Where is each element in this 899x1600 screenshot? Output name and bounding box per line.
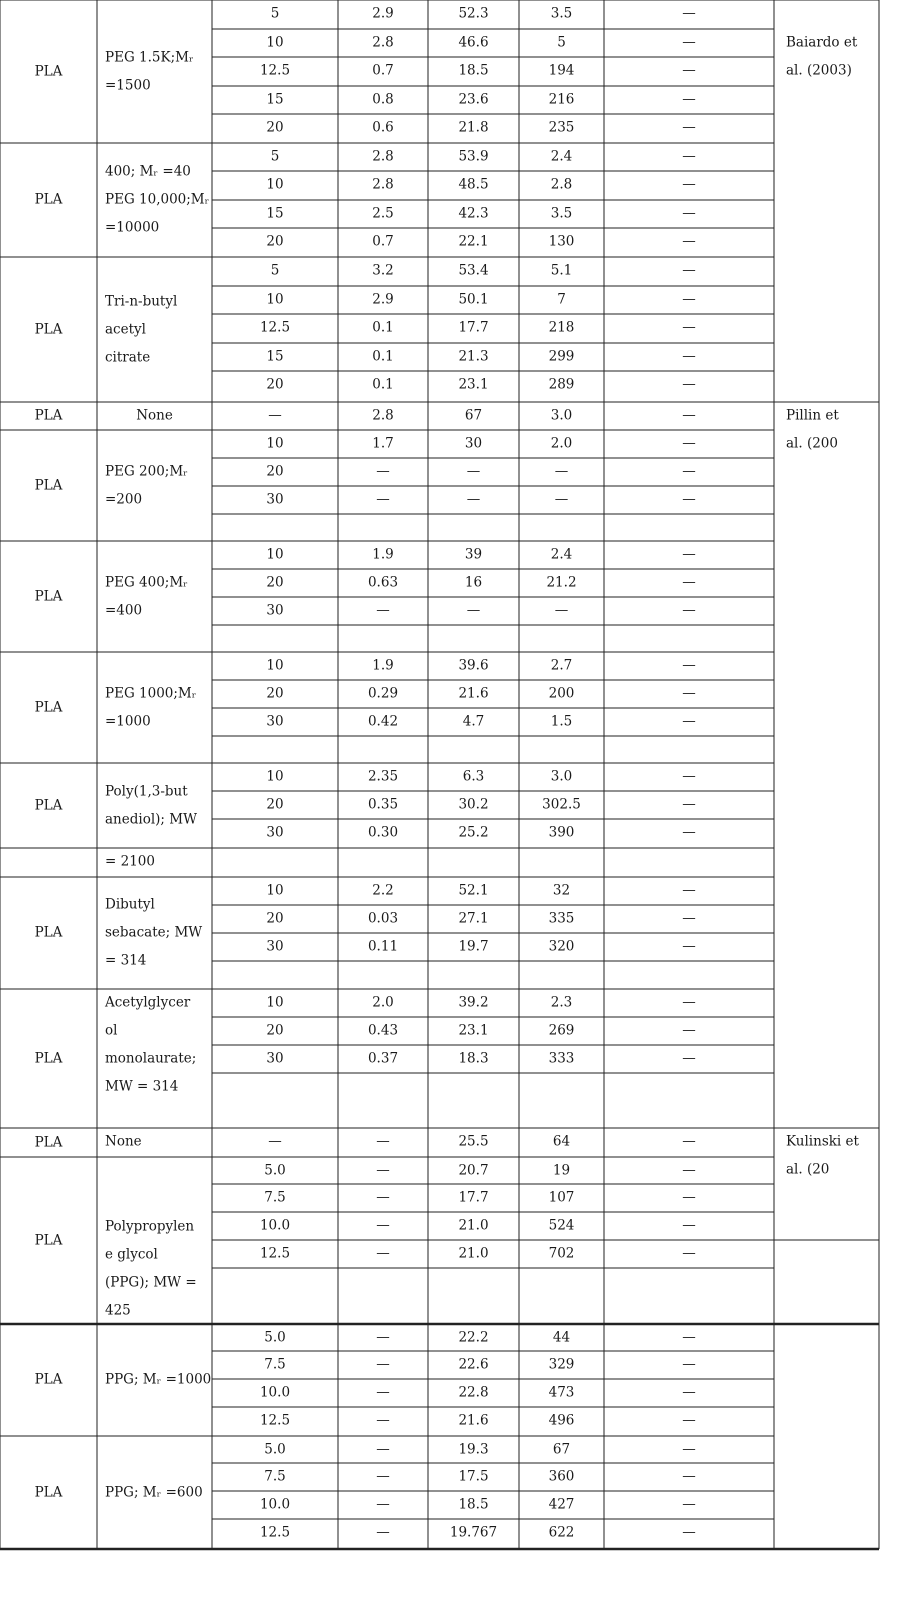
content-cell: 30 (266, 1050, 284, 1067)
strength-cell: 25.5 (458, 1133, 489, 1150)
strength-cell: 19.3 (458, 1441, 489, 1458)
other-cell: — (682, 205, 696, 222)
elongation-cell: — (554, 602, 569, 619)
elongation-cell: 269 (548, 1022, 575, 1039)
strength-cell: — (466, 491, 481, 508)
strength-cell: 52.1 (458, 882, 489, 899)
elongation-cell: 32 (552, 882, 571, 899)
other-cell: — (682, 407, 696, 424)
reference-cell: al. (20 (786, 1161, 830, 1178)
strength-cell: 53.4 (458, 262, 489, 279)
plasticizer-cell: 400; Mᵣ =40 (105, 163, 191, 180)
elongation-cell: 289 (548, 376, 575, 393)
other-cell: — (682, 34, 696, 51)
polymer-cell: PLA (34, 1231, 63, 1248)
strength-cell: 67 (464, 407, 483, 424)
elongation-cell: — (554, 491, 569, 508)
elongation-cell: 235 (548, 119, 575, 136)
other-cell: — (682, 1329, 696, 1346)
strength-cell: 17.7 (458, 319, 489, 336)
elongation-cell: 329 (548, 1356, 575, 1373)
content-cell: 7.5 (264, 1468, 286, 1485)
polymer-cell: PLA (34, 476, 63, 493)
other-cell: — (682, 713, 696, 730)
elongation-cell: 302.5 (542, 796, 581, 813)
strength-cell: 21.0 (458, 1245, 489, 1262)
plasticizer-cell: 425 (105, 1302, 131, 1319)
other-cell: — (682, 938, 696, 955)
strength-cell: 50.1 (458, 291, 489, 308)
other-cell: — (682, 291, 696, 308)
content-cell: 5.0 (264, 1162, 286, 1179)
other-cell: — (682, 882, 696, 899)
modulus-cell: 2.2 (372, 882, 394, 899)
modulus-cell: 2.0 (372, 994, 394, 1011)
plasticizer-cell: Tri-n-butyl (105, 292, 178, 309)
other-cell: — (682, 994, 696, 1011)
strength-cell: 23.6 (458, 91, 489, 108)
strength-cell: 18.5 (458, 1496, 489, 1513)
elongation-cell: 427 (548, 1496, 575, 1513)
content-cell: 20 (266, 463, 284, 480)
strength-cell: 21.8 (458, 119, 489, 136)
plasticizer-cell: ol (105, 1022, 118, 1039)
strength-cell: 22.1 (458, 233, 489, 250)
strength-cell: 19.767 (449, 1524, 498, 1541)
modulus-cell: — (376, 491, 390, 508)
strength-cell: 18.3 (458, 1050, 489, 1067)
content-cell: 10 (266, 34, 284, 51)
polymer-cell: PLA (34, 191, 63, 208)
elongation-cell: 333 (548, 1050, 575, 1067)
plasticizer-cell: e glycol (105, 1246, 158, 1263)
other-cell: — (682, 602, 696, 619)
other-cell: — (682, 62, 696, 79)
strength-cell: 39.2 (458, 994, 489, 1011)
other-cell: — (682, 768, 696, 785)
modulus-cell: — (376, 1384, 390, 1401)
modulus-cell: — (376, 1245, 390, 1262)
other-cell: — (682, 1133, 696, 1150)
modulus-cell: 0.1 (372, 348, 394, 365)
content-cell: 10 (266, 657, 284, 674)
modulus-cell: — (376, 1133, 390, 1150)
content-cell: 30 (266, 491, 284, 508)
other-cell: — (682, 824, 696, 841)
elongation-cell: 2.8 (550, 176, 573, 193)
plasticizer-cell: =200 (105, 490, 143, 507)
other-cell: — (682, 91, 696, 108)
content-cell: 15 (266, 348, 284, 365)
content-cell: 20 (266, 685, 284, 702)
modulus-cell: 0.35 (367, 796, 399, 813)
content-cell: 12.5 (259, 1412, 291, 1429)
elongation-cell: 2.7 (550, 657, 573, 674)
other-cell: — (682, 1050, 696, 1067)
strength-cell: 22.6 (458, 1356, 489, 1373)
elongation-cell: 496 (548, 1412, 575, 1429)
plasticizer-cell: PEG 10,000;Mᵣ (105, 191, 210, 208)
elongation-cell: — (554, 463, 569, 480)
strength-cell: 39 (464, 546, 483, 563)
modulus-cell: — (376, 1189, 390, 1206)
elongation-cell: 2.0 (550, 435, 573, 452)
modulus-cell: 0.1 (372, 376, 394, 393)
other-cell: — (682, 376, 696, 393)
polymer-cell: PLA (34, 1371, 63, 1388)
content-cell: 10 (266, 546, 284, 563)
elongation-cell: 1.5 (550, 713, 573, 730)
other-cell: — (682, 1022, 696, 1039)
plasticizer-cell: =1000 (105, 712, 151, 729)
modulus-cell: — (376, 1524, 390, 1541)
other-cell: — (682, 657, 696, 674)
plasticizer-cell: sebacate; MW (105, 924, 203, 941)
content-cell: 10 (266, 994, 284, 1011)
other-cell: — (682, 546, 696, 563)
strength-cell: 53.9 (458, 148, 489, 165)
polymer-cell: PLA (34, 320, 63, 337)
modulus-cell: — (376, 1329, 390, 1346)
modulus-cell: — (376, 463, 390, 480)
other-cell: — (682, 1162, 696, 1179)
strength-cell: 4.7 (462, 713, 485, 730)
other-cell: — (682, 463, 696, 480)
content-cell: 10 (266, 291, 284, 308)
elongation-cell: 67 (552, 1441, 571, 1458)
strength-cell: 30.2 (458, 796, 489, 813)
elongation-cell: 216 (548, 91, 575, 108)
strength-cell: 19.7 (458, 938, 489, 955)
content-cell: 10 (266, 882, 284, 899)
content-cell: 12.5 (259, 1524, 291, 1541)
strength-cell: 48.5 (458, 176, 489, 193)
other-cell: — (682, 1189, 696, 1206)
plasticizer-cell: PPG; Mᵣ =1000 (105, 1371, 212, 1388)
modulus-cell: — (376, 602, 390, 619)
modulus-cell: 0.30 (367, 824, 399, 841)
elongation-cell: 218 (548, 319, 575, 336)
modulus-cell: 0.42 (367, 713, 399, 730)
content-cell: 5.0 (264, 1329, 286, 1346)
polymer-cell: PLA (34, 1133, 63, 1150)
content-cell: 20 (266, 574, 284, 591)
modulus-cell: 0.03 (367, 910, 399, 927)
plasticizer-cell: =10000 (105, 219, 160, 236)
other-cell: — (682, 574, 696, 591)
modulus-cell: — (376, 1441, 390, 1458)
other-cell: — (682, 1245, 696, 1262)
modulus-cell: — (376, 1412, 390, 1429)
elongation-cell: 299 (548, 348, 575, 365)
modulus-cell: 1.7 (372, 435, 394, 452)
modulus-cell: — (376, 1217, 390, 1234)
elongation-cell: 5.1 (550, 262, 573, 279)
plasticizer-cell: =1500 (105, 76, 151, 93)
content-cell: 30 (266, 602, 284, 619)
modulus-cell: 1.9 (372, 546, 394, 563)
modulus-cell: — (376, 1356, 390, 1373)
plasticizer-cell: PPG; Mᵣ =600 (105, 1483, 203, 1500)
other-cell: — (682, 1441, 696, 1458)
other-cell: — (682, 233, 696, 250)
strength-cell: 6.3 (462, 768, 485, 785)
polymer-cell: PLA (34, 587, 63, 604)
elongation-cell: 622 (548, 1524, 575, 1541)
content-cell: 20 (266, 233, 284, 250)
elongation-cell: 3.5 (550, 5, 573, 22)
modulus-cell: 0.7 (372, 233, 394, 250)
elongation-cell: 2.4 (550, 546, 573, 563)
reference-cell: Baiardo et (786, 34, 858, 51)
strength-cell: 22.8 (458, 1384, 489, 1401)
strength-cell: 30 (464, 435, 483, 452)
modulus-cell: 2.9 (372, 5, 394, 22)
modulus-cell: 3.2 (372, 262, 394, 279)
polymer-cell: PLA (34, 1483, 63, 1500)
elongation-cell: 360 (548, 1468, 575, 1485)
modulus-cell: 0.6 (372, 119, 394, 136)
strength-cell: 46.6 (458, 34, 489, 51)
plasticizer-cell: MW = 314 (105, 1078, 179, 1095)
elongation-cell: 19 (552, 1162, 571, 1179)
plasticizer-cell: monolaurate; (105, 1050, 197, 1067)
strength-cell: 27.1 (458, 910, 489, 927)
strength-cell: — (466, 463, 481, 480)
content-cell: 20 (266, 910, 284, 927)
plasticizer-cell: None (105, 1133, 142, 1150)
modulus-cell: 0.7 (372, 62, 394, 79)
content-cell: 10 (266, 768, 284, 785)
plasticizer-cell: (PPG); MW = (105, 1274, 197, 1291)
reference-cell: Pillin et (786, 407, 839, 424)
plasticizer-cell: =400 (105, 601, 143, 618)
modulus-cell: 0.43 (367, 1022, 399, 1039)
polymer-cell: PLA (34, 407, 63, 424)
content-cell: 20 (266, 1022, 284, 1039)
content-cell: 10.0 (259, 1217, 291, 1234)
other-cell: — (682, 1384, 696, 1401)
polymer-cell: PLA (34, 796, 63, 813)
other-cell: — (682, 1412, 696, 1429)
content-cell: 20 (266, 376, 284, 393)
elongation-cell: 194 (548, 62, 575, 79)
content-cell: 20 (266, 119, 284, 136)
strength-cell: 21.0 (458, 1217, 489, 1234)
other-cell: — (682, 148, 696, 165)
content-cell: 5 (270, 148, 280, 165)
other-cell: — (682, 176, 696, 193)
modulus-cell: 0.11 (367, 938, 399, 955)
modulus-cell: — (376, 1468, 390, 1485)
other-cell: — (682, 1468, 696, 1485)
content-cell: 7.5 (264, 1356, 286, 1373)
content-cell: 12.5 (259, 1245, 291, 1262)
modulus-cell: 2.5 (372, 205, 394, 222)
other-cell: — (682, 262, 696, 279)
elongation-cell: 44 (552, 1329, 571, 1346)
strength-cell: 18.5 (458, 62, 489, 79)
content-cell: 5 (270, 262, 280, 279)
elongation-cell: 107 (548, 1189, 575, 1206)
plasticizer-cell: acetyl (105, 320, 146, 337)
plasticizer-cell: = 314 (105, 952, 147, 969)
strength-cell: 17.5 (458, 1468, 489, 1485)
other-cell: — (682, 435, 696, 452)
content-cell: 12.5 (259, 62, 291, 79)
elongation-cell: 524 (548, 1217, 575, 1234)
plasticizer-cell: anediol); MW (105, 810, 197, 827)
strength-cell: 16 (464, 574, 483, 591)
strength-cell: 25.2 (458, 824, 489, 841)
strength-cell: 42.3 (458, 205, 489, 222)
modulus-cell: 2.8 (372, 34, 394, 51)
modulus-cell: 2.9 (372, 291, 394, 308)
other-cell: — (682, 491, 696, 508)
plasticizer-cell: Poly(1,3-but (105, 782, 188, 799)
other-cell: — (682, 1356, 696, 1373)
content-cell: 7.5 (264, 1189, 286, 1206)
plasticizer-cell: None (136, 407, 173, 424)
modulus-cell: — (376, 1162, 390, 1179)
elongation-cell: 335 (548, 910, 575, 927)
polymer-cell: PLA (34, 924, 63, 941)
strength-cell: 21.6 (458, 685, 489, 702)
elongation-cell: 7 (557, 291, 566, 308)
polymer-cell: PLA (34, 62, 63, 79)
other-cell: — (682, 685, 696, 702)
content-cell: 30 (266, 824, 284, 841)
elongation-cell: 200 (548, 685, 575, 702)
other-cell: — (682, 119, 696, 136)
elongation-cell: 390 (548, 824, 575, 841)
elongation-cell: 3.0 (550, 768, 573, 785)
reference-cell: al. (2003) (786, 62, 852, 79)
content-cell: — (268, 1133, 282, 1150)
other-cell: — (682, 1496, 696, 1513)
plasticizer-cell: Acetylglycer (105, 994, 191, 1011)
elongation-cell: 2.3 (550, 994, 573, 1011)
modulus-cell: 0.37 (367, 1050, 399, 1067)
elongation-cell: 21.2 (546, 574, 577, 591)
content-cell: 10.0 (259, 1496, 291, 1513)
plasticizer-cell: = 2100 (105, 853, 155, 870)
content-cell: — (268, 407, 282, 424)
plasticizer-cell: Dibutyl (105, 896, 155, 913)
content-cell: 5 (270, 5, 280, 22)
modulus-cell: 2.35 (367, 768, 399, 785)
content-cell: 15 (266, 205, 284, 222)
plasticizer-cell: citrate (105, 348, 151, 365)
plasticizer-cell: PEG 400;Mᵣ (105, 573, 188, 590)
elongation-cell: 320 (548, 938, 575, 955)
content-cell: 10 (266, 435, 284, 452)
modulus-cell: 0.8 (372, 91, 394, 108)
strength-cell: 22.2 (458, 1329, 489, 1346)
other-cell: — (682, 910, 696, 927)
content-cell: 10.0 (259, 1384, 291, 1401)
polymer-cell: PLA (34, 1049, 63, 1066)
elongation-cell: 5 (557, 34, 566, 51)
other-cell: — (682, 5, 696, 22)
reference-cell: al. (200 (786, 435, 838, 452)
content-cell: 12.5 (259, 319, 291, 336)
elongation-cell: 64 (552, 1133, 571, 1150)
strength-cell: 20.7 (458, 1162, 489, 1179)
other-cell: — (682, 348, 696, 365)
modulus-cell: 2.8 (372, 176, 394, 193)
content-cell: 10 (266, 176, 284, 193)
modulus-cell: — (376, 1496, 390, 1513)
plasticizer-cell: PEG 1.5K;Mᵣ (105, 48, 194, 65)
other-cell: — (682, 796, 696, 813)
modulus-cell: 1.9 (372, 657, 394, 674)
strength-cell: 52.3 (458, 5, 489, 22)
elongation-cell: 2.4 (550, 148, 573, 165)
content-cell: 30 (266, 938, 284, 955)
elongation-cell: 473 (548, 1384, 575, 1401)
other-cell: — (682, 319, 696, 336)
strength-cell: 23.1 (458, 1022, 489, 1039)
plasticizer-cell: Polypropylen (105, 1218, 195, 1235)
elongation-cell: 3.0 (550, 407, 573, 424)
content-cell: 15 (266, 91, 284, 108)
strength-cell: 21.3 (458, 348, 489, 365)
plasticizer-cell: PEG 200;Mᵣ (105, 462, 188, 479)
modulus-cell: 2.8 (372, 407, 394, 424)
other-cell: — (682, 1217, 696, 1234)
strength-cell: 23.1 (458, 376, 489, 393)
modulus-cell: 0.29 (367, 685, 399, 702)
other-cell: — (682, 1524, 696, 1541)
strength-cell: 21.6 (458, 1412, 489, 1429)
elongation-cell: 702 (548, 1245, 575, 1262)
plasticizer-cell: PEG 1000;Mᵣ (105, 684, 197, 701)
elongation-cell: 3.5 (550, 205, 573, 222)
content-cell: 20 (266, 796, 284, 813)
reference-cell: Kulinski et (786, 1133, 859, 1150)
modulus-cell: 0.1 (372, 319, 394, 336)
strength-cell: 39.6 (458, 657, 489, 674)
strength-cell: — (466, 602, 481, 619)
polymer-cell: PLA (34, 698, 63, 715)
content-cell: 5.0 (264, 1441, 286, 1458)
content-cell: 30 (266, 713, 284, 730)
strength-cell: 17.7 (458, 1189, 489, 1206)
modulus-cell: 0.63 (367, 574, 399, 591)
elongation-cell: 130 (548, 233, 575, 250)
modulus-cell: 2.8 (372, 148, 394, 165)
